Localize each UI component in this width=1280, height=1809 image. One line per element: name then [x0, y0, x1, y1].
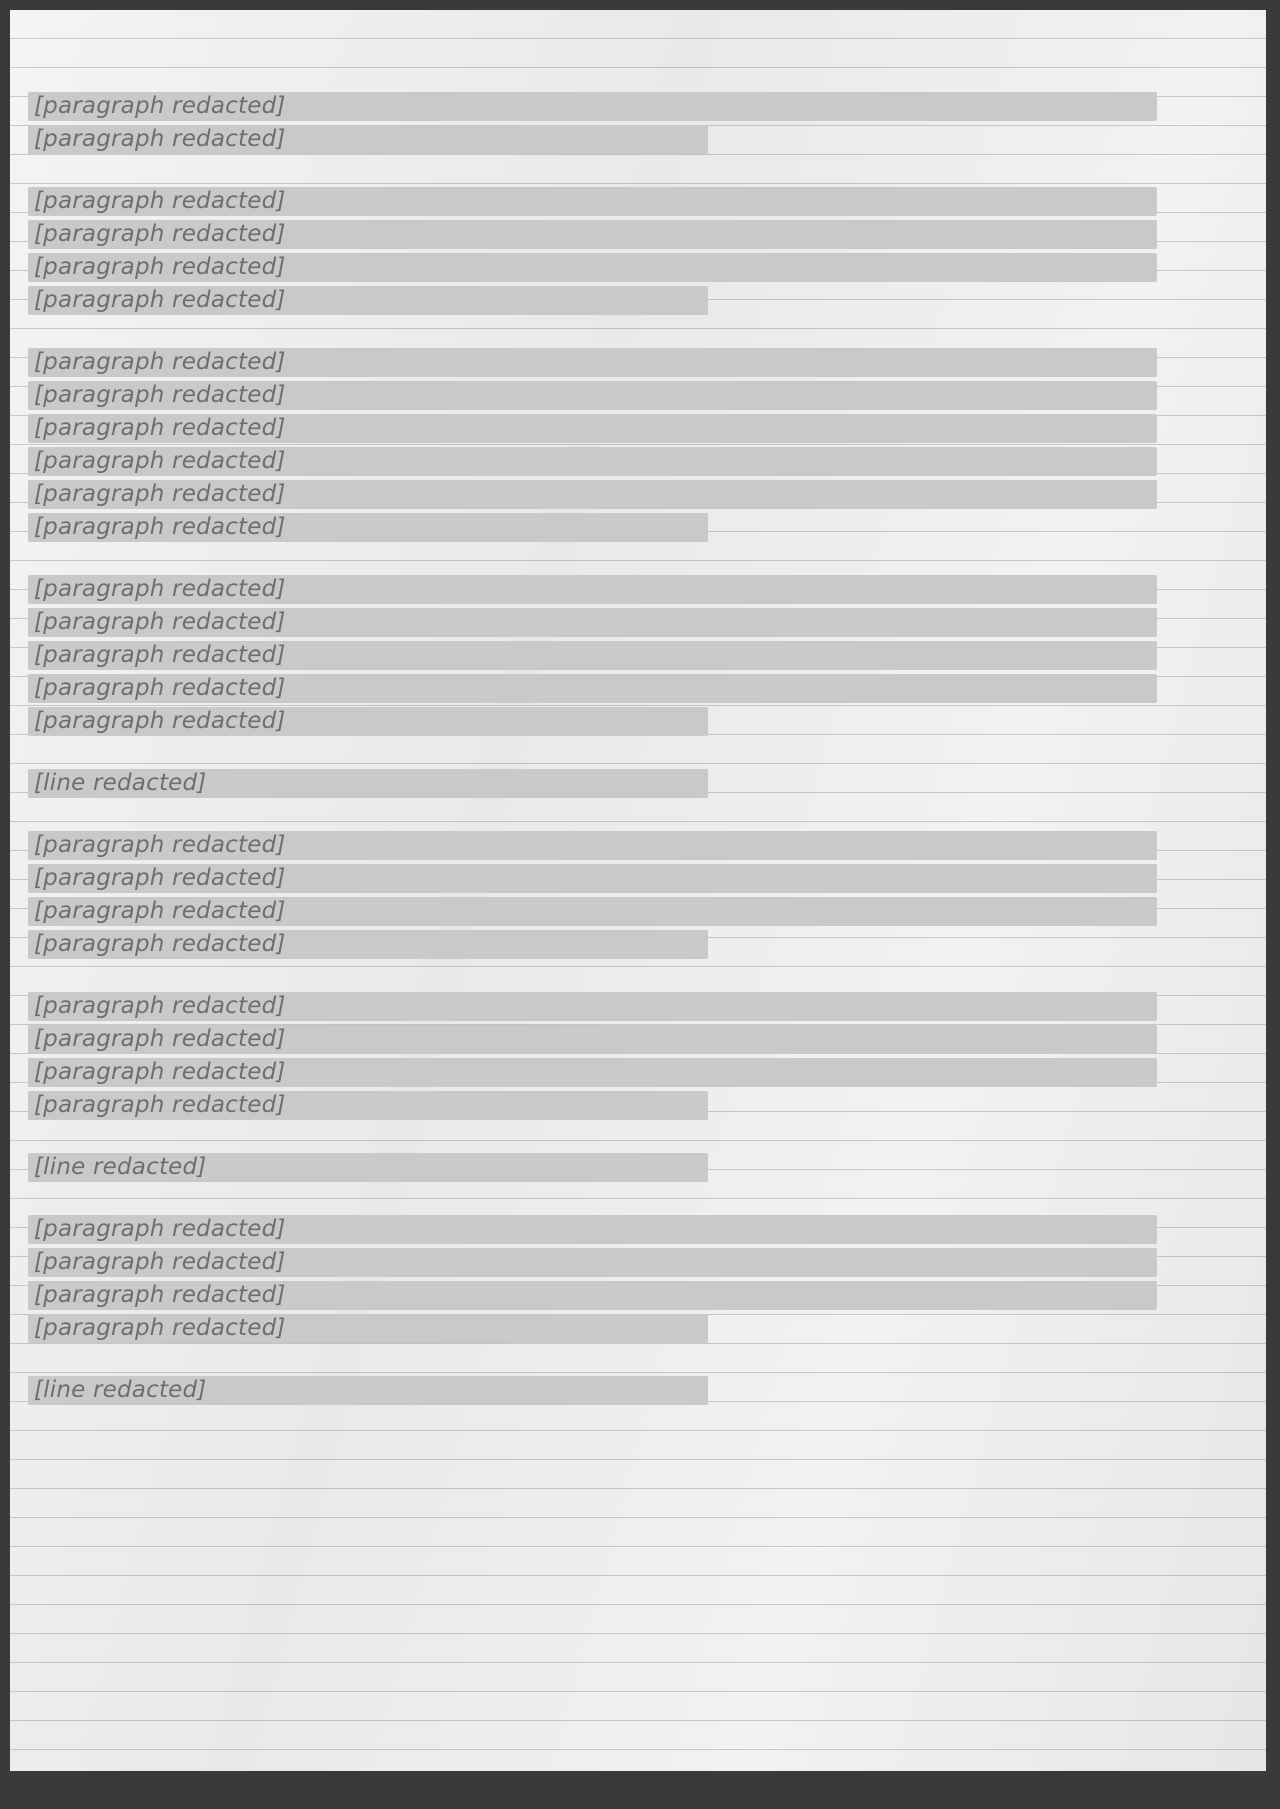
redacted-text-line: [paragraph redacted] — [28, 1314, 708, 1343]
page-text-area — [28, 90, 1242, 1436]
redacted-text-line: [paragraph redacted] — [28, 897, 1157, 926]
paragraph-redacted — [28, 90, 1242, 156]
redacted-text-line: [paragraph redacted] — [28, 125, 708, 154]
paragraph-redacted — [28, 990, 1242, 1122]
paragraph-redacted — [28, 829, 1242, 961]
lined-paper-page — [10, 10, 1266, 1771]
redacted-text-line: [paragraph redacted] — [28, 220, 1157, 249]
redacted-text-line: [paragraph redacted] — [28, 92, 1157, 121]
redacted-text-line: [paragraph redacted] — [28, 1248, 1157, 1277]
redacted-text-line: [paragraph redacted] — [28, 575, 1157, 604]
redacted-text-line: [paragraph redacted] — [28, 707, 708, 736]
paragraph-redacted — [28, 1151, 1242, 1184]
redacted-text-line: [paragraph redacted] — [28, 381, 1157, 410]
redacted-text-line: [paragraph redacted] — [28, 480, 1157, 509]
redacted-text-line: [paragraph redacted] — [28, 930, 708, 959]
redacted-text-line: [paragraph redacted] — [28, 1281, 1157, 1310]
redacted-text-line: [paragraph redacted] — [28, 992, 1157, 1021]
redacted-text-line: [paragraph redacted] — [28, 348, 1157, 377]
paragraph-redacted — [28, 346, 1242, 544]
redacted-text-line: [paragraph redacted] — [28, 447, 1157, 476]
paragraph-redacted — [28, 1374, 1242, 1407]
paragraph-redacted — [28, 185, 1242, 317]
redacted-text-line: [paragraph redacted] — [28, 641, 1157, 670]
redacted-text-line: [paragraph redacted] — [28, 1091, 708, 1120]
redacted-text-line: [paragraph redacted] — [28, 1025, 1157, 1054]
redacted-text-line: [line redacted] — [28, 1153, 708, 1182]
redacted-text-line: [line redacted] — [28, 1376, 708, 1405]
paragraph-redacted — [28, 767, 1242, 800]
redacted-text-line: [paragraph redacted] — [28, 674, 1157, 703]
redacted-text-line: [paragraph redacted] — [28, 187, 1157, 216]
redacted-text-line: [paragraph redacted] — [28, 286, 708, 315]
redacted-text-line: [paragraph redacted] — [28, 1058, 1157, 1087]
redacted-text-line: [paragraph redacted] — [28, 513, 708, 542]
paragraph-redacted — [28, 1213, 1242, 1345]
redacted-text-line: [line redacted] — [28, 769, 708, 798]
redacted-text-line: [paragraph redacted] — [28, 253, 1157, 282]
paragraph-redacted — [28, 573, 1242, 738]
redacted-text-line: [paragraph redacted] — [28, 414, 1157, 443]
redacted-text-line: [paragraph redacted] — [28, 864, 1157, 893]
redacted-text-line: [paragraph redacted] — [28, 608, 1157, 637]
redacted-text-line: [paragraph redacted] — [28, 831, 1157, 860]
redacted-text-line: [paragraph redacted] — [28, 1215, 1157, 1244]
